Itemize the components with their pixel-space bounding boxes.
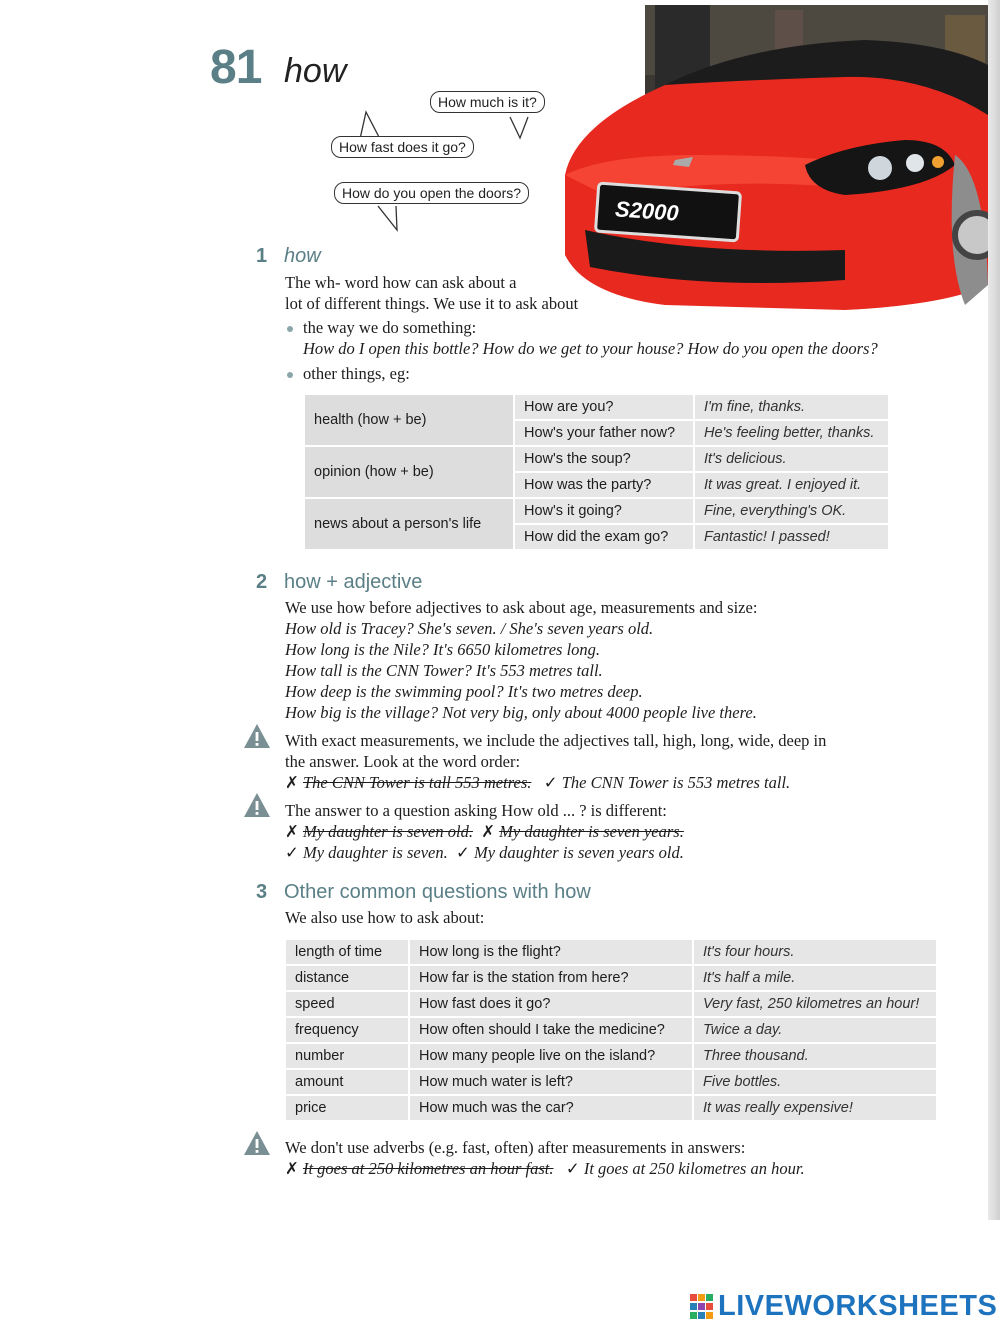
warning-icon (243, 723, 271, 749)
how-uses-table (303, 393, 890, 551)
warning-2-text: The answer to a question asking How old ... ? is different: (285, 801, 667, 820)
example-line: How deep is the swimming pool? It's two metres deep. (285, 682, 643, 701)
section-3-title: Other common questions with how (284, 881, 591, 903)
table-category: opinion (how + be) (305, 447, 513, 497)
table-question: How was the party? (515, 473, 693, 497)
table-question: How's the soup? (515, 447, 693, 471)
table-row (305, 499, 888, 523)
section-1-number: 1 (256, 245, 268, 267)
warning-icon (243, 792, 271, 818)
example-line: How old is Tracey? She's seven. / She's seven years old. (285, 619, 654, 638)
table-row (286, 1044, 936, 1068)
table-question: How fast does it go? (410, 992, 692, 1016)
section-3-number: 3 (256, 881, 268, 903)
table-question: How's your father now? (515, 421, 693, 445)
table-category: health (how + be) (305, 395, 513, 445)
wrong-example: My daughter is seven old. (302, 822, 473, 841)
table-question: How's it going? (515, 499, 693, 523)
unit-title: how (284, 52, 347, 90)
table-topic: amount (286, 1070, 408, 1094)
warning-icon (243, 1130, 271, 1156)
table-answer: He's feeling better, thanks. (695, 421, 888, 445)
example-line: How big is the village? Not very big, only about 4000 people live there. (285, 703, 757, 722)
speech-bubble-price: How much is it? (430, 91, 545, 113)
other-questions-table (284, 938, 938, 1122)
table-row (286, 966, 936, 990)
warning-3-text: We don't use adverbs (e.g. fast, often) after measurements in answers: (285, 1138, 746, 1157)
cross-mark: ✗ (285, 773, 299, 792)
right-example: The CNN Tower is 553 metres tall. (561, 773, 791, 792)
cross-mark: ✗ (285, 822, 299, 841)
table-question: How much was the car? (410, 1096, 692, 1120)
table-answer: I'm fine, thanks. (695, 395, 888, 419)
logo-text: LIVEWORKSHEETS (718, 1290, 998, 1322)
speech-bubble-doors: How do you open the doors? (334, 182, 529, 204)
section-2-title: how + adjective (284, 571, 423, 593)
table-row (286, 1018, 936, 1042)
tick-mark: ✓ (285, 843, 299, 862)
table-answer: It's four hours. (694, 940, 936, 964)
section-1-bullet-2: other things, eg: (303, 364, 410, 383)
right-example: My daughter is seven. (302, 843, 448, 862)
logo-grid-icon (690, 1294, 714, 1320)
table-row (286, 992, 936, 1016)
right-example: It goes at 250 kilometres an hour. (583, 1159, 805, 1178)
table-answer: It was really expensive! (694, 1096, 936, 1120)
table-question: How often should I take the medicine? (410, 1018, 692, 1042)
red-sports-car-photo (545, 5, 988, 315)
table-answer: Very fast, 250 kilometres an hour! (694, 992, 936, 1016)
tick-mark: ✓ (456, 843, 470, 862)
unit-number: 81 (210, 41, 262, 94)
table-answer: It's half a mile. (694, 966, 936, 990)
table-row (286, 1096, 936, 1120)
right-example: My daughter is seven years old. (473, 843, 684, 862)
speech-bubble-speed: How fast does it go? (331, 136, 474, 158)
table-row (286, 1070, 936, 1094)
table-answer: It was great. I enjoyed it. (695, 473, 888, 497)
table-topic: length of time (286, 940, 408, 964)
table-answer: Fantastic! I passed! (695, 525, 888, 549)
tick-mark: ✓ (543, 773, 558, 792)
table-question: How many people live on the island? (410, 1044, 692, 1068)
section-1-intro-1: The wh- word how can ask about a (285, 273, 517, 292)
license-plate: S2000 (614, 196, 680, 226)
section-1-title: how (284, 245, 321, 267)
table-question: How are you? (515, 395, 693, 419)
bullet-dot (287, 326, 293, 332)
table-topic: number (286, 1044, 408, 1068)
table-answer: Fine, everything's OK. (695, 499, 888, 523)
table-row (286, 940, 936, 964)
table-question: How much water is left? (410, 1070, 692, 1094)
table-answer: Three thousand. (694, 1044, 936, 1068)
warning-1-examples (285, 773, 790, 793)
cross-mark: ✗ (285, 1159, 299, 1178)
tick-mark: ✓ (565, 1159, 580, 1178)
table-row (305, 447, 888, 471)
table-topic: price (286, 1096, 408, 1120)
table-category: news about a person's life (305, 499, 513, 549)
table-topic: speed (286, 992, 408, 1016)
table-question: How did the exam go? (515, 525, 693, 549)
section-1-intro-2: lot of different things. We use it to ask about (285, 294, 579, 313)
section-1-bullet-1-example: How do I open this bottle? How do we get to your house? How do you open the doors? (303, 339, 878, 358)
warning-2-wrong-examples (285, 822, 684, 842)
wrong-example: It goes at 250 kilometres an hour fast. (302, 1159, 554, 1178)
wrong-example: The CNN Tower is tall 553 metres. (302, 773, 532, 792)
example-line: How long is the Nile? It's 6650 kilometres long. (285, 640, 601, 659)
warning-1-text-2: the answer. Look at the word order: (285, 752, 521, 771)
section-3-intro: We also use how to ask about: (285, 908, 485, 927)
table-question: How long is the flight? (410, 940, 692, 964)
table-topic: distance (286, 966, 408, 990)
table-answer: It's delicious. (695, 447, 888, 471)
table-answer: Five bottles. (694, 1070, 936, 1094)
table-topic: frequency (286, 1018, 408, 1042)
page-edge-shadow (988, 0, 1000, 1220)
bullet-dot (287, 372, 293, 378)
cross-mark: ✗ (481, 822, 496, 841)
section-1-bullet-1: the way we do something: (303, 318, 477, 337)
warning-2-right-examples (285, 843, 684, 863)
warning-1-text-1: With exact measurements, we include the adjectives tall, high, long, wide, deep in (285, 731, 827, 750)
section-2-number: 2 (256, 571, 268, 593)
table-answer: Twice a day. (694, 1018, 936, 1042)
warning-3-examples (285, 1159, 805, 1179)
table-row (305, 395, 888, 419)
example-line: How tall is the CNN Tower? It's 553 metres tall. (285, 661, 603, 680)
section-2-intro: We use how before adjectives to ask about age, measurements and size: (285, 598, 758, 617)
wrong-example: My daughter is seven years. (499, 822, 684, 841)
table-question: How far is the station from here? (410, 966, 692, 990)
